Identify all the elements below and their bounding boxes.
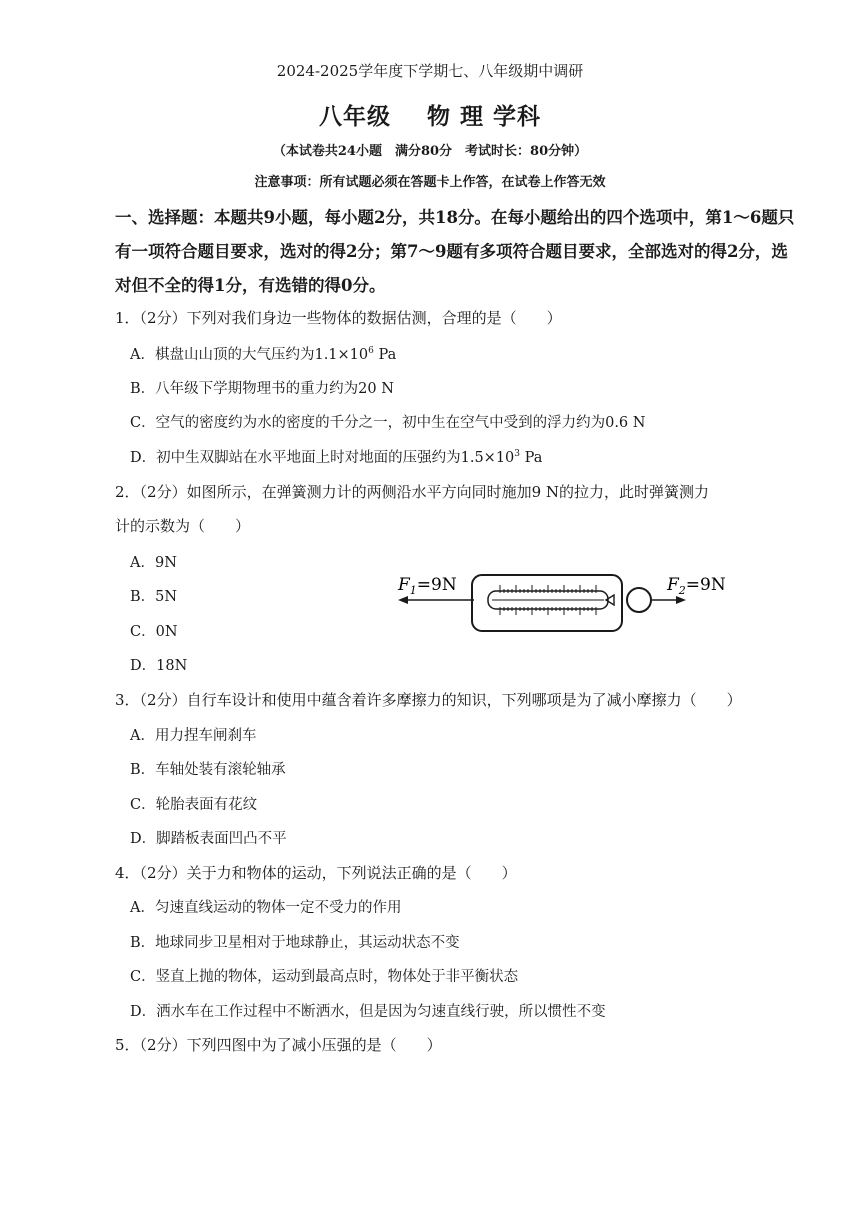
section1-line2: 有一项符合题目要求，选对的得2分；第7～9题有多项符合题目要求，全部选对的得2分，选 bbox=[115, 242, 788, 261]
page-title bbox=[0, 98, 860, 131]
title-subject: 物 理 学科 bbox=[426, 103, 541, 130]
q1-stem: 1．（2分）下列对我们身边一些物体的数据估测，合理的是（ ） bbox=[115, 309, 562, 327]
q3-option-d: D．脚踏板表面凹凸不平 bbox=[130, 831, 287, 847]
q2-option-c: C．0N bbox=[130, 624, 178, 640]
scale-ring bbox=[627, 588, 651, 612]
q5-stem: 5．（2分）下列四图中为了减小压强的是（ ） bbox=[115, 1036, 442, 1054]
section1-line1: 一、选择题：本题共9小题，每小题2分，共18分。在每小题给出的四个选项中，第1～6题只 bbox=[115, 208, 795, 227]
exam-name: 2024-2025学年度下学期七、八年级期中调研 bbox=[276, 62, 584, 80]
q3-option-a: A．用力捏车闸刹车 bbox=[130, 728, 257, 744]
f2-arrow bbox=[651, 596, 686, 604]
q2-option-a: A．9N bbox=[130, 555, 177, 571]
q4-option-d: D．洒水车在工作过程中不断洒水，但是因为匀速直线行驶，所以惯性不变 bbox=[130, 1004, 606, 1020]
q3-option-c: C．轮胎表面有花纹 bbox=[130, 797, 258, 813]
f1-arrow bbox=[398, 596, 474, 604]
q2-stem-line2: 计的示数为（ ） bbox=[115, 517, 251, 535]
q4-option-b: B．地球同步卫星相对于地球静止，其运动状态不变 bbox=[130, 935, 460, 951]
q1-option-d: D．初中生双脚站在水平地面上时对地面的压强约为$1.5\times 10^3$ Pa bbox=[130, 449, 543, 466]
title-grade: 八年级 bbox=[318, 103, 391, 130]
q2-option-d: D．18N bbox=[130, 658, 188, 674]
q2-stem-line1: 2．（2分）如图所示，在弹簧测力计的两侧沿水平方向同时施加9 N的拉力，此时弹簧测力 bbox=[115, 483, 710, 501]
q4-stem: 4．（2分）关于力和物体的运动，下列说法正确的是（ ） bbox=[115, 864, 517, 882]
q4-option-a: A．匀速直线运动的物体一定不受力的作用 bbox=[130, 900, 402, 916]
q3-option-b: B．车轴处装有滚轮轴承 bbox=[130, 762, 286, 778]
exam-notice: 注意事项：所有试题必须在答题卡上作答，在试卷上作答无效 bbox=[254, 175, 606, 190]
q4-option-c: C．竖直上抛的物体，运动到最高点时，物体处于非平衡状态 bbox=[130, 969, 519, 985]
q1-option-c: C．空气的密度约为水的密度的千分之一，初中生在空气中受到的浮力约为0.6 N bbox=[130, 415, 646, 431]
f1-label: $F_1=9N$ bbox=[398, 575, 457, 597]
scale-housing bbox=[472, 575, 622, 631]
spring-scale-figure bbox=[392, 565, 742, 640]
exam-info: （本试卷共24小题 满分80分 考试时长：80分钟） bbox=[272, 144, 588, 159]
f2-label: $F_2=9N$ bbox=[667, 575, 726, 597]
q1-option-b: B．八年级下学期物理书的重力约为20 N bbox=[130, 381, 394, 397]
q2-option-b: B．5N bbox=[130, 589, 178, 605]
q3-stem: 3．（2分）自行车设计和使用中蕴含着许多摩擦力的知识，下列哪项是为了减小摩擦力（ ） bbox=[115, 691, 742, 709]
section1-line3: 对但不全的得1分，有选错的得0分。 bbox=[115, 276, 386, 295]
q1-option-a: A．棋盘山山顶的大气压约为$1.1\times 10^6$ Pa bbox=[130, 346, 397, 363]
